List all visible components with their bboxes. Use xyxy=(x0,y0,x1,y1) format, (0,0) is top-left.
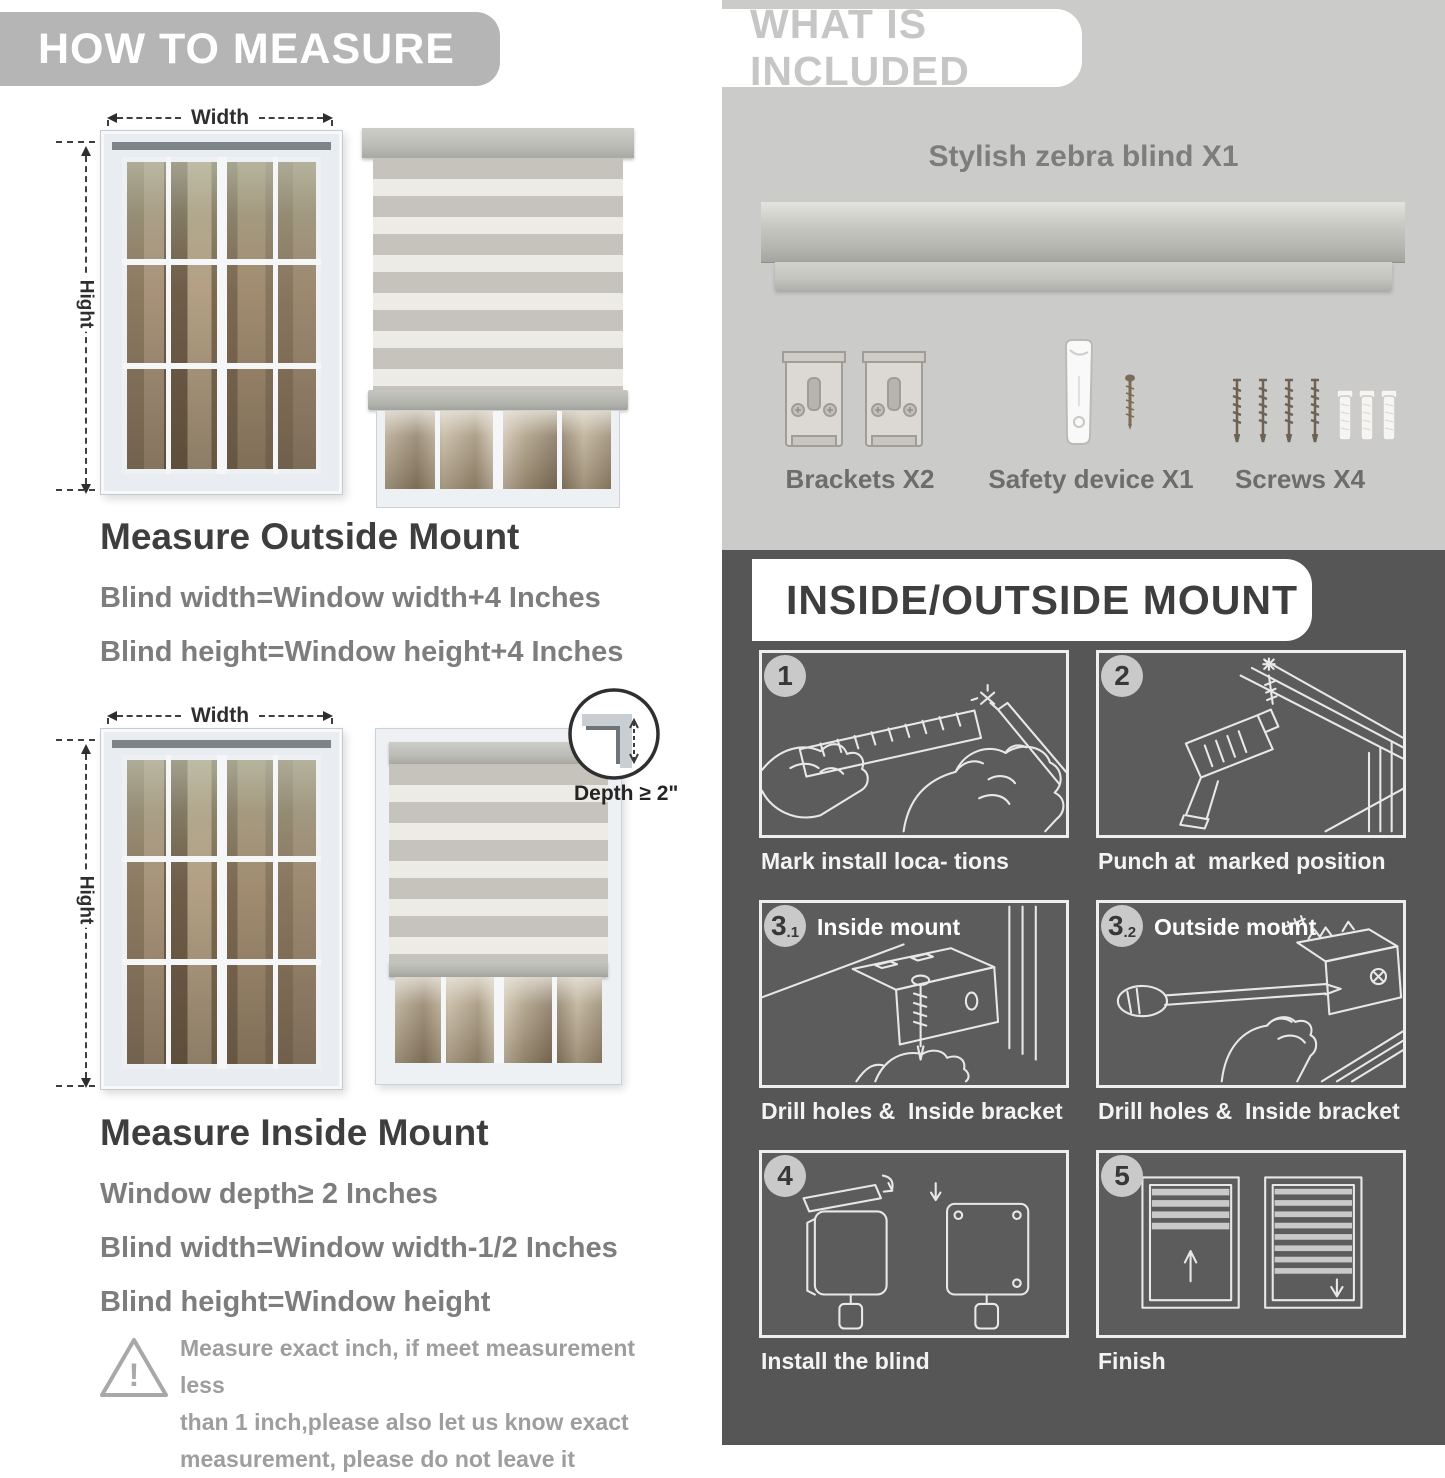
step-4 xyxy=(759,1150,1069,1390)
height-label-inside: Hight xyxy=(69,873,101,928)
blind-bottom-rail xyxy=(389,961,608,977)
inside-outside-mount-header xyxy=(752,559,1312,641)
part-label-screws: Screws X4 xyxy=(1234,464,1366,494)
arrow-up-icon xyxy=(81,744,91,754)
what-is-included-label: WHAT IS INCLUDED xyxy=(750,1,970,94)
product-label: Stylish zebra blind X1 xyxy=(928,140,1239,173)
what-is-included-section xyxy=(722,0,1445,550)
part-label-safety-device: Safety device X1 xyxy=(988,464,1194,494)
headrail-valance-illustration xyxy=(775,262,1392,290)
measure-inside-title: Measure Inside Mount xyxy=(100,1112,489,1153)
width-label-inside: Width xyxy=(190,704,250,727)
step-4-caption: Install the blind xyxy=(761,1348,930,1374)
step-5-badge: 5 xyxy=(1101,1155,1143,1197)
step-2-badge: 2 xyxy=(1101,655,1143,697)
blind-cassette xyxy=(362,128,634,158)
how-to-measure-label: HOW TO MEASURE xyxy=(38,24,455,73)
inside-rule-2: Blind width=Window width-1/2 Inches xyxy=(100,1232,618,1264)
arrow-up-icon xyxy=(81,146,91,156)
window-track xyxy=(112,740,331,748)
window-track xyxy=(112,142,331,150)
width-label-outside: Width xyxy=(190,106,250,129)
window-glass xyxy=(122,157,321,474)
step-1 xyxy=(759,650,1069,890)
screws-icon xyxy=(1225,376,1405,446)
window-below-blind xyxy=(395,977,602,1063)
part-label-brackets: Brackets X2 xyxy=(785,464,935,494)
step-2 xyxy=(1096,650,1406,890)
step-3-2-title: Outside mount xyxy=(1154,914,1317,940)
window-illustration-inside xyxy=(100,728,343,1090)
drill-illustration xyxy=(1099,653,1403,835)
step-1-badge: 1 xyxy=(764,655,806,697)
what-is-included-header xyxy=(722,1,1082,94)
finish-illustration xyxy=(1099,1153,1403,1335)
warning-triangle-icon xyxy=(98,1334,170,1402)
step-4-badge: 4 xyxy=(764,1155,806,1197)
step-5 xyxy=(1096,1150,1406,1390)
step-5-caption: Finish xyxy=(1098,1348,1166,1374)
width-arrow-inside xyxy=(107,704,333,727)
how-to-measure-header xyxy=(0,12,500,86)
outside-rule-2: Blind height=Window height+4 Inches xyxy=(100,636,624,668)
step-3-2 xyxy=(1096,900,1406,1140)
svg-text:!: ! xyxy=(128,1357,140,1393)
inside-outside-mount-section xyxy=(722,550,1445,1445)
window-below-blind xyxy=(376,410,620,508)
install-blind-illustration xyxy=(762,1153,1066,1335)
step-2-caption: Punch at marked position xyxy=(1098,848,1386,874)
width-arrow-outside xyxy=(107,106,333,129)
step-3-1-caption: Drill holes & Inside bracket xyxy=(761,1098,1063,1124)
step-3-1 xyxy=(759,900,1069,1140)
warning-text: Measure exact inch, if meet measurement less than 1 inch,please also let us know exact measurement, please do not leave it xyxy=(180,1335,636,1472)
blind-bottom-rail xyxy=(368,390,628,410)
safety-device-icon xyxy=(1052,336,1162,452)
zebra-blind-illustration-outside xyxy=(362,128,634,508)
step-3-1-badge: 3 .1 xyxy=(764,905,806,947)
headrail-illustration xyxy=(761,202,1405,262)
inside-rule-3: Blind height=Window height xyxy=(100,1286,491,1318)
depth-magnifier-icon xyxy=(566,686,662,782)
inside-rule-1: Window depth≥ 2 Inches xyxy=(100,1178,438,1210)
outside-rule-1: Blind width=Window width+4 Inches xyxy=(100,582,601,614)
mark-locations-illustration xyxy=(762,653,1066,835)
window-glass xyxy=(122,755,321,1069)
height-label-outside: Hight xyxy=(69,277,101,332)
measure-outside-title: Measure Outside Mount xyxy=(100,516,520,557)
depth-label: Depth ≥ 2" xyxy=(574,782,679,805)
step-1-caption: Mark install loca- tions xyxy=(761,848,1009,874)
inside-outside-mount-label: INSIDE/OUTSIDE MOUNT xyxy=(786,576,1299,623)
step-3-2-badge: 3 .2 xyxy=(1101,905,1143,947)
bracket-icon xyxy=(780,348,930,460)
window-illustration-outside xyxy=(100,130,343,495)
step-3-2-caption: Drill holes & Inside bracket xyxy=(1098,1098,1400,1124)
blind-fabric xyxy=(373,158,623,390)
step-3-1-title: Inside mount xyxy=(817,914,961,940)
